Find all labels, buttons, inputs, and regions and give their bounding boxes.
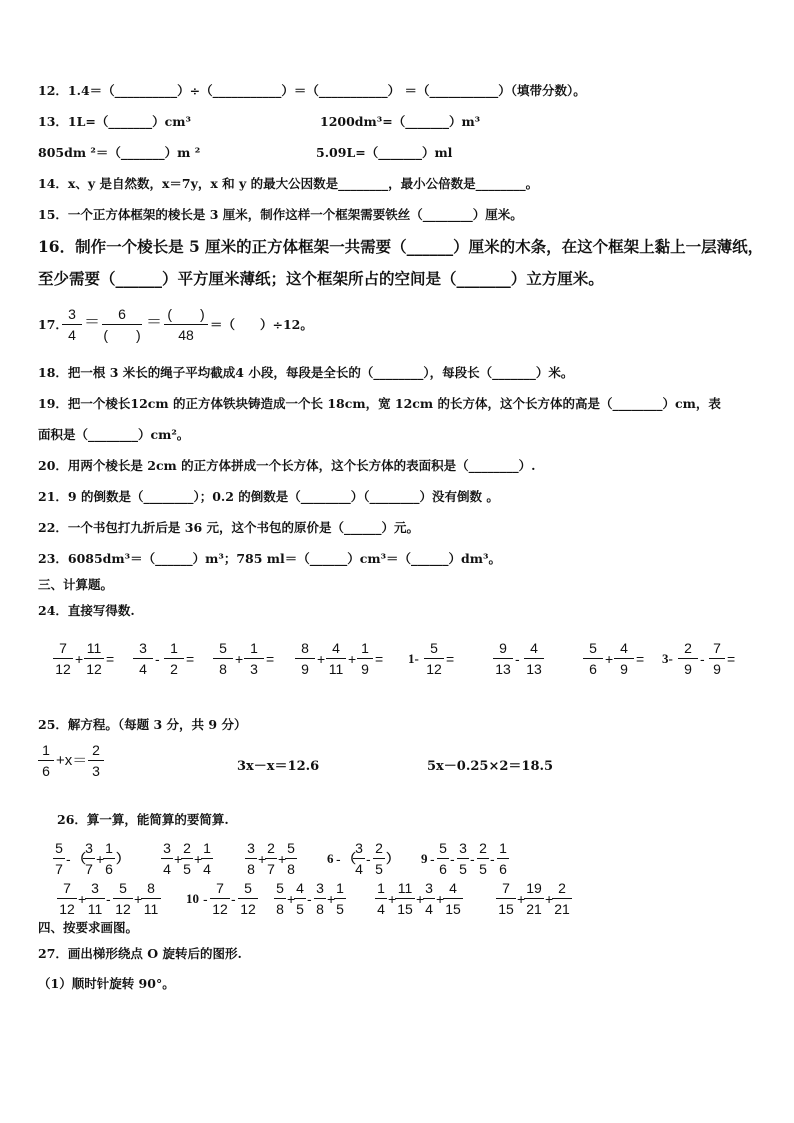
- denominator: 4: [355, 861, 363, 877]
- q24-fraction: [244, 640, 264, 677]
- numerator: 2: [267, 840, 275, 856]
- numerator: 4: [620, 640, 628, 656]
- q26-fraction: [437, 840, 449, 877]
- q26-fraction: [57, 880, 77, 917]
- denominator: 5: [375, 861, 383, 877]
- operator: =: [375, 651, 384, 667]
- operator: -: [700, 651, 705, 667]
- numerator: 2: [375, 840, 383, 856]
- denominator: 6: [439, 861, 447, 877]
- q26-fraction: [477, 840, 489, 877]
- numerator: 3: [247, 840, 255, 856]
- operator: +: [348, 651, 357, 667]
- q25-eq2: 3x－x＝12.6: [237, 759, 320, 774]
- numerator: 3: [355, 840, 363, 856]
- q25-eq1-fraction: [38, 742, 54, 779]
- q17-fraction-1: [62, 306, 82, 343]
- operator: +: [317, 651, 326, 667]
- operator: -: [307, 891, 312, 907]
- operator: （: [343, 851, 357, 866]
- question-19-line1: 19．把一个棱长12cm 的正方体铁块铸造成一个长 18cm，宽 12cm 的长方体，这个长方体的高是（________）cm，表: [38, 396, 721, 411]
- question-21: 21．9 的倒数是（________）；0.2 的倒数是（________）（________）没有倒数 。: [38, 489, 499, 504]
- denominator: 3: [92, 763, 100, 779]
- operator: +: [388, 891, 397, 907]
- denominator: 7: [55, 861, 63, 877]
- numerator: 5: [119, 880, 127, 896]
- operator: -: [515, 651, 520, 667]
- q26-fraction: [375, 880, 387, 917]
- q24-fraction: [678, 640, 698, 677]
- numerator: 2: [558, 880, 566, 896]
- denominator: 5: [479, 861, 487, 877]
- numerator: 5: [439, 840, 447, 856]
- operator: +: [258, 851, 267, 867]
- denominator: 13: [526, 661, 542, 677]
- denominator: 21: [554, 901, 570, 917]
- operator: +: [96, 851, 105, 867]
- numerator: 5: [55, 840, 63, 856]
- question-17-tail: ＝（ ）÷12。: [210, 317, 313, 332]
- numerator: 5: [219, 640, 227, 656]
- denominator: 12: [59, 901, 75, 917]
- q26-fraction: [524, 880, 544, 917]
- numerator: 1: [170, 640, 178, 656]
- operator: -: [203, 891, 208, 907]
- q26-fraction: [103, 840, 115, 877]
- operator: +: [174, 851, 183, 867]
- q26-fraction: [181, 840, 193, 877]
- denominator: 13: [495, 661, 511, 677]
- operator: +: [416, 891, 425, 907]
- question-15: 15．一个正方体框架的棱长是 3 厘米，制作这样一个框架需要铁丝（________）厘米。: [38, 207, 523, 222]
- operator: =: [106, 651, 115, 667]
- question-19-line2: 面积是（________）cm²。: [38, 427, 190, 442]
- operator: -: [155, 651, 160, 667]
- numerator: 3: [425, 880, 433, 896]
- numerator: 4: [296, 880, 304, 896]
- numerator: 5: [276, 880, 284, 896]
- operator: 6: [327, 851, 334, 866]
- numerator: 2: [92, 742, 100, 758]
- question-20: 20．用两个棱长是 2cm 的正方体拼成一个长方体，这个长方体的表面积是（________）.: [38, 458, 536, 473]
- denominator: 15: [498, 901, 514, 917]
- numerator: 4: [530, 640, 538, 656]
- denominator: 11: [328, 661, 344, 677]
- q26-fraction: [238, 880, 258, 917]
- denominator: 5: [459, 861, 467, 877]
- question-18: 18．把一根 3 米长的绳子平均截成4 小段，每段是全长的（________），每段长（_______）米。: [38, 365, 574, 380]
- q26-fraction: [265, 840, 277, 877]
- operator: -: [366, 851, 371, 867]
- denominator: 8: [316, 901, 324, 917]
- equals-sign: ＝: [84, 314, 101, 331]
- question-14: 14．x、y 是自然数，x＝7y，x 和 y 的最大公因数是________，最小公倍数是________。: [38, 176, 539, 191]
- operator: 10: [186, 891, 199, 906]
- denominator: 12: [212, 901, 228, 917]
- denominator: 4: [163, 861, 171, 877]
- operator: +: [78, 891, 87, 907]
- q24-fraction: [295, 640, 315, 677]
- numerator: 1: [250, 640, 258, 656]
- denominator: 6: [105, 861, 113, 877]
- question-22: 22．一个书包打九折后是 36 元，这个书包的原价是（______）元。: [38, 520, 419, 535]
- numerator: 19: [526, 880, 542, 896]
- q26-fraction: [141, 880, 161, 917]
- numerator: 1: [336, 880, 344, 896]
- operator: =: [266, 651, 275, 667]
- denominator: 9: [684, 661, 692, 677]
- numerator: 3: [85, 840, 93, 856]
- numerator: 4: [332, 640, 340, 656]
- q24-fraction: [357, 640, 373, 677]
- denominator: 6: [589, 661, 597, 677]
- q26-fraction: [245, 840, 257, 877]
- denominator: 15: [397, 901, 413, 917]
- denominator: ( ): [103, 327, 141, 343]
- denominator: 12: [426, 661, 442, 677]
- denominator: 12: [86, 661, 102, 677]
- operator: 9: [421, 851, 428, 866]
- q17-fraction-2: [102, 306, 142, 343]
- denominator: 4: [377, 901, 385, 917]
- denominator: 48: [178, 327, 194, 343]
- numerator: 2: [479, 840, 487, 856]
- operator: +: [287, 891, 296, 907]
- question-27-part-1: （1）顺时针旋转 90°。: [38, 976, 175, 991]
- denominator: 8: [247, 861, 255, 877]
- numerator: 8: [301, 640, 309, 656]
- operator: +: [605, 651, 614, 667]
- question-16-line1: 16．制作一个棱长是 5 厘米的正方体框架一共需要（______）厘米的木条，在这个框架上黏上一层薄纸，: [38, 237, 764, 256]
- q26-fraction: [353, 840, 365, 877]
- q24-fraction: [424, 640, 444, 677]
- operator: -: [490, 851, 495, 867]
- numerator: 3: [68, 306, 76, 322]
- equals-sign: ＝: [146, 314, 163, 331]
- question-12: 12．1.4＝（__________）÷（___________）＝（___________） ＝（___________）（填带分数）。: [38, 83, 586, 98]
- operator: -: [231, 891, 236, 907]
- q26-fraction: [496, 880, 516, 917]
- q24-fraction: [493, 640, 513, 677]
- q26-fraction: [395, 880, 415, 917]
- numerator: 1: [499, 840, 507, 856]
- operator: +: [545, 891, 554, 907]
- q24-fraction: [524, 640, 544, 677]
- numerator: 7: [502, 880, 510, 896]
- q26-fraction: [294, 880, 306, 917]
- denominator: 9: [361, 661, 369, 677]
- numerator: 3: [139, 640, 147, 656]
- denominator: 4: [203, 861, 211, 877]
- denominator: 7: [267, 861, 275, 877]
- q25-eq3: 5x－0.25×2＝18.5: [427, 759, 554, 774]
- numerator: 7: [713, 640, 721, 656]
- operator: -: [450, 851, 455, 867]
- numerator: 3: [459, 840, 467, 856]
- question-13c: 805dm ²＝（_______）m ²: [38, 145, 201, 160]
- denominator: 9: [301, 661, 309, 677]
- numerator: 1: [377, 880, 385, 896]
- q26-fraction: [457, 840, 469, 877]
- numerator: 7: [63, 880, 71, 896]
- numerator: 7: [216, 880, 224, 896]
- numerator: 11: [397, 880, 413, 896]
- q26-fraction: [161, 840, 173, 877]
- denominator: 5: [296, 901, 304, 917]
- numerator: 2: [183, 840, 191, 856]
- question-13a: 13．1L=（_______）cm³: [38, 114, 191, 129]
- q24-fraction: [326, 640, 346, 677]
- q26-fraction: [285, 840, 297, 877]
- q24-fraction: [583, 640, 603, 677]
- numerator: 9: [499, 640, 507, 656]
- q24-fraction: [709, 640, 725, 677]
- operator: ）: [116, 851, 130, 866]
- denominator: 8: [276, 901, 284, 917]
- operator: =: [186, 651, 195, 667]
- numerator: 11: [86, 640, 102, 656]
- numerator: 3: [163, 840, 171, 856]
- numerator: 4: [449, 880, 457, 896]
- operator: +: [327, 891, 336, 907]
- denominator: 11: [87, 901, 103, 917]
- q26-fraction: [443, 880, 463, 917]
- question-26: 26．算一算，能简算的要简算.: [57, 812, 229, 827]
- numerator: 8: [147, 880, 155, 896]
- denominator: 12: [240, 901, 256, 917]
- numerator: 3: [316, 880, 324, 896]
- numerator: 1: [42, 742, 50, 758]
- q26-fraction: [552, 880, 572, 917]
- operator: =: [636, 651, 645, 667]
- operator: ）: [386, 851, 400, 866]
- question-23: 23．6085dm³＝（______）m³；785 ml＝（______）cm³＝（______）dm³。: [38, 551, 502, 566]
- operator: -: [106, 891, 111, 907]
- denominator: 4: [425, 901, 433, 917]
- q24-fraction: [133, 640, 153, 677]
- operator: +: [194, 851, 203, 867]
- q26-fraction: [210, 880, 230, 917]
- section-4-heading: 四、按要求画图。: [38, 920, 139, 935]
- denominator: 2: [170, 661, 178, 677]
- question-13b: 1200dm³=（_______）m³: [320, 114, 481, 129]
- q24-fraction: [84, 640, 104, 677]
- denominator: 4: [68, 327, 76, 343]
- operator: -: [66, 851, 71, 867]
- q24-fraction: [614, 640, 634, 677]
- numerator: 6: [118, 306, 126, 322]
- denominator: 3: [250, 661, 258, 677]
- question-27: 27．画出梯形绕点 O 旋转后的图形.: [38, 946, 242, 961]
- numerator: 2: [684, 640, 692, 656]
- operator: +: [235, 651, 244, 667]
- denominator: 21: [526, 901, 542, 917]
- operator: +: [436, 891, 445, 907]
- section-3-heading: 三、计算题。: [38, 577, 114, 592]
- q26-fraction: [274, 880, 286, 917]
- denominator: 9: [713, 661, 721, 677]
- q26-fraction: [334, 880, 346, 917]
- q26-fraction: [53, 840, 65, 877]
- q26-fraction: [83, 840, 95, 877]
- numerator: 7: [59, 640, 67, 656]
- question-17-number: 17．: [38, 317, 68, 332]
- operator: （: [73, 851, 87, 866]
- denominator: 12: [115, 901, 131, 917]
- operator: +: [75, 651, 84, 667]
- question-13d: 5.09L=（_______）ml: [316, 145, 453, 160]
- q26-fraction: [201, 840, 213, 877]
- numerator: 5: [430, 640, 438, 656]
- operator: -: [470, 851, 475, 867]
- operator: +: [278, 851, 287, 867]
- denominator: 12: [55, 661, 71, 677]
- denominator: 5: [336, 901, 344, 917]
- numerator: ( ): [167, 306, 205, 322]
- question-24: 24．直接写得数.: [38, 603, 135, 618]
- denominator: 7: [85, 861, 93, 877]
- denominator: 5: [183, 861, 191, 877]
- operator: 3-: [662, 651, 673, 666]
- numerator: 3: [91, 880, 99, 896]
- operator: -: [430, 851, 435, 867]
- denominator: 6: [499, 861, 507, 877]
- question-16-line2: 至少需要（______）平方厘米薄纸；这个框架所占的空间是（_______）立方厘米。: [38, 269, 604, 288]
- question-25: 25．解方程。（每题 3 分，共 9 分）: [38, 717, 247, 732]
- q25-eq1-middle: +x＝: [56, 752, 88, 769]
- q26-fraction: [85, 880, 105, 917]
- numerator: 1: [361, 640, 369, 656]
- q17-fraction-3: [164, 306, 208, 343]
- q26-fraction: [423, 880, 435, 917]
- q24-fraction: [164, 640, 184, 677]
- q24-fraction: [213, 640, 233, 677]
- denominator: 11: [143, 901, 159, 917]
- denominator: 6: [42, 763, 50, 779]
- q26-fraction: [113, 880, 133, 917]
- denominator: 8: [219, 661, 227, 677]
- operator: +: [134, 891, 143, 907]
- q26-fraction: [314, 880, 326, 917]
- q24-fraction: [53, 640, 73, 677]
- numerator: 5: [589, 640, 597, 656]
- denominator: 4: [139, 661, 147, 677]
- q25-eq1-fraction-2: [88, 742, 104, 779]
- q26-fraction: [497, 840, 509, 877]
- operator: =: [446, 651, 455, 667]
- denominator: 9: [620, 661, 628, 677]
- numerator: 1: [105, 840, 113, 856]
- operator: +: [517, 891, 526, 907]
- q26-fraction: [373, 840, 385, 877]
- operator: -: [336, 851, 341, 867]
- denominator: 8: [287, 861, 295, 877]
- numerator: 1: [203, 840, 211, 856]
- denominator: 15: [445, 901, 461, 917]
- operator: =: [727, 651, 736, 667]
- numerator: 5: [244, 880, 252, 896]
- operator: 1-: [408, 651, 419, 666]
- numerator: 5: [287, 840, 295, 856]
